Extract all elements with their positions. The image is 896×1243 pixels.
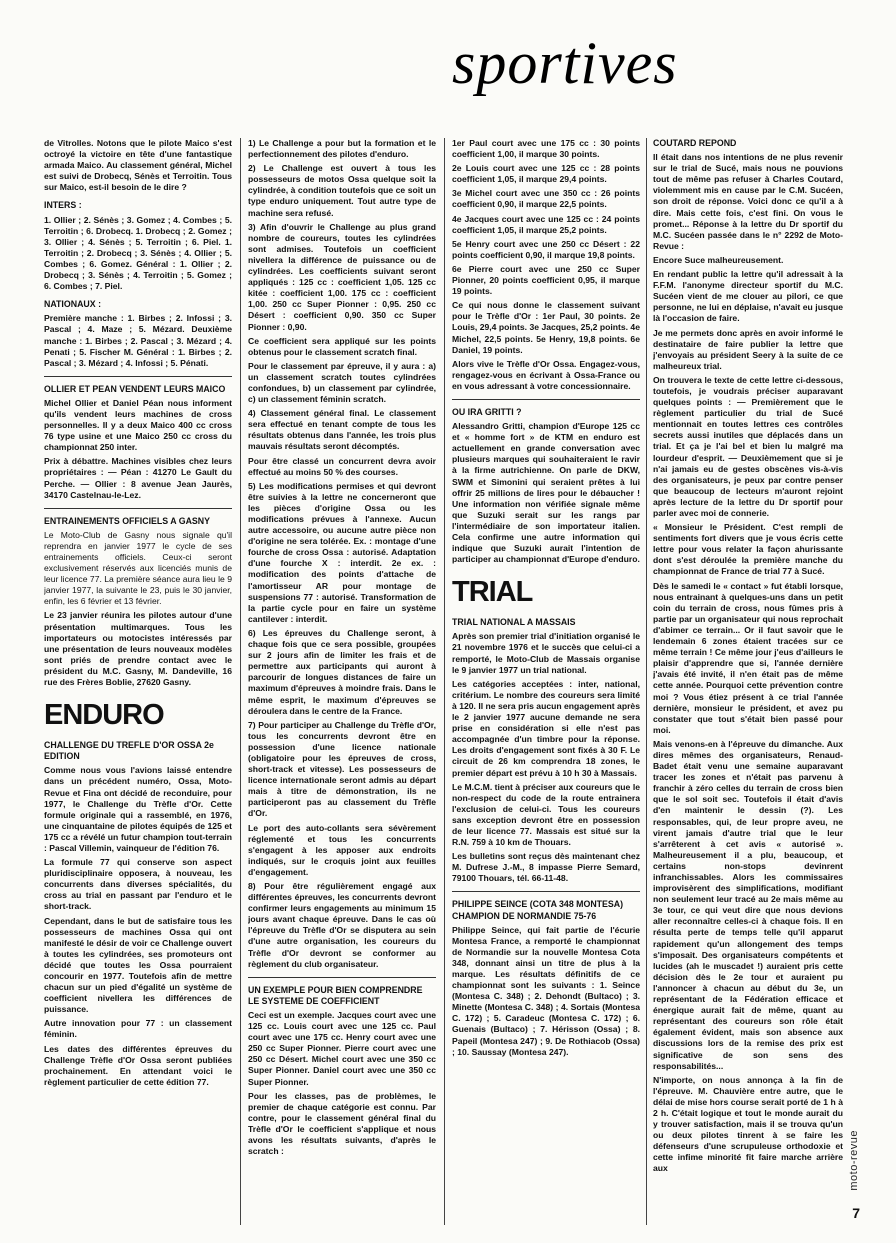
- ranking-entry: 5e Henry court avec une 250 cc Désert : 22 points coefficient 0,90, il marque 19,8 points.: [452, 238, 640, 260]
- article-column-1: [44, 138, 232, 1225]
- ranking-entry: 2e Louis court avec une 125 cc : 28 points coefficient 1,05, il marque 29,4 points.: [452, 163, 640, 185]
- heading-coutard: COUTARD REPOND: [653, 138, 737, 148]
- paragraph: Le Moto-Club de Gasny nous signale qu'il reprendra en janvier 1977 le cycle de ses entrainements officiels. Ceux-ci seront exclusivement réservés aux licenciés munis de leur licence 77. La première séance aura lieu le 9 janvier 1977, la suivante le 23, puis le 30 janvier, enfin, les 6 février et 13 février.: [44, 529, 232, 607]
- rule-paragraph: Le port des auto-collants sera sévèrement réglementé et tous les concurrents s'engagent à les apposer aux endroits indiqués, sur le croquis joint aux feuilles d'engagement.: [248, 822, 436, 877]
- paragraph: La formule 77 qui conserve son aspect pluridisciplinaire opposera, à nouveau, les concurrents dans diverses spécialités, du cross au trial en passant par l'enduro et le short-track.: [44, 857, 232, 912]
- page-number: 7: [852, 1205, 860, 1221]
- rule-paragraph: 2) Le Challenge est ouvert à tous les possesseurs de motos Ossa quelque soit la cylindrée, à condition toutefois que ce soit un type enduro uniquement. Tout autre type de machine sera refusé.: [248, 163, 436, 218]
- results-inters: 1. Ollier ; 2. Sénès ; 3. Gomez ; 4. Combes ; 5. Terroitin ; 6. Drobecq. 1. Drobecq ; 2. Gomez ; 3. Ollier ; 4. Sénès ; 5. Terroitin ; 6. Piel. 1. Terroitin ; 2. Drobecq ; 3. Sénès ; 4. Ollier ; 5. Combes ; 6. Gomez. Général : 1. Ollier ; 2. Drobecq ; 3. Sénès ; 4. Terroitin ; 5. Gomez ; 6. Combes ; 7. Piel.: [44, 214, 232, 292]
- rule-paragraph: 5) Les modifications permises et qui devront être suivies à la lettre ne concerneront que les pièces d'origine Ossa ou les modifications prévues à l'annexe. Aucun autre accessoire, ou aucune autre pièce non d'origine ne sera tolérée. Ex. : montage d'une fourche de cross Ossa : autorisé. Adaptation d'une fourche X : interdit. 2e ex. : modification des points d'attache de l'amortisseur AR pour montage de suspensions 77 : autorisé. Transformation de la partie cycle pour en faire un système cantilever : interdit.: [248, 480, 436, 624]
- paragraph: Alors vive le Trèfle d'Or Ossa. Engagez-vous, rengagez-vous en écrivant à Ossa-France ou en vous adressant à votre concessionnaire.: [452, 358, 640, 391]
- paragraph: Philippe Seince, qui fait partie de l'écurie Montesa France, a remporté le championnat de Normandie sur la nouvelle Montesa Cota 348, donnant ainsi un titre de plus à la marque. Les résultats définitifs de ce championnat sont les suivants : 1. Seince (Montesa C. 348) ; 2. Dehondt (Bultaco) ; 3. Minette (Montesa C. 348) ; 4. Sortais (Montesa C. 172) ; 5. Caradeuc (Montesa C. 172) ; 6. Guenais (Bultaco) ; 7. Hérisson (Ossa) ; 8. Papeil (Montesa 247) ; 9. De Rothiacob (Ossa) ; 10. Saussay (Montesa 247).: [452, 924, 640, 1057]
- paragraph: Le 23 janvier réunira les pilotes autour d'une présentation multimarques. Tous les importateurs ou motocistes intéressés par une présentation de leurs nouveaux modèles sont priés de prendre contact avec le président du M.C. Gasny, M. Dandeville, 16 rue des Frères Boblie, 27620 Gasny.: [44, 610, 232, 688]
- rule-paragraph: Pour le classement par épreuve, il y aura : a) un classement scratch toutes cylindrées confondues, b) un classement par cylindrée, c) un classement féminin scratch.: [248, 360, 436, 405]
- results-nationaux: Première manche : 1. Birbes ; 2. Infossi ; 3. Pascal ; 4. Maze ; 5. Mézard. Deuxième manche : 1. Birbes ; 2. Pascal ; 3. Mézard ; 4. Penati ; 5. Fischer M. Général : 1. Birbes ; 2. Pascal ; 3. Mézard ; 4. Infossi ; 5. Pénati.: [44, 313, 232, 368]
- paragraph: Autre innovation pour 77 : un classement féminin.: [44, 1018, 232, 1040]
- paragraph: Comme nous vous l'avions laissé entendre dans un précédent numéro, Ossa, Moto-Revue et Fina ont décidé de reconduire, pour 1977, le Challenge du Trèfle d'Or. Cette formule originale qui a rassemblé, en 1976, une cinquantaine de pilotes équipés de 125 et 175 cc a révélé un futur champion tout-terrain : Pascal Villemin, vainqueur de l'édition 76.: [44, 765, 232, 853]
- paragraph: Encore Suce malheureusement.: [653, 254, 784, 265]
- ranking-entry: 1er Paul court avec une 175 cc : 30 points coefficient 1,00, il marque 30 points.: [452, 138, 640, 160]
- column-rule: [646, 138, 647, 1225]
- rule-paragraph: Pour être classé un concurrent devra avoir effectué au moins 50 % des courses.: [248, 455, 436, 477]
- subheading-nationaux: NATIONAUX :: [44, 299, 102, 310]
- article-column-4: [653, 138, 843, 1225]
- paragraph: Mais venons-en à l'épreuve du dimanche. Aux dires mêmes des organisateurs, Renaud-Badet était venu une semaine auparavant tracer les zones et n'était pas parvenu à franchir à zéro celles du terrain de cross bien que le sol soit sec. Toutefois il était d'avis d'en maintenir le dessin (?). Les responsables, qui, de leur propre aveu, ne virent jamais d'autre trial que le leur s'arrêterent à cet avis « autorisé ». Malheureusement il a plu, beaucoup, et certains non-stops devinrent infranchissables. Alors les commissaires improvisèrent des simplifications, modifiant non seulement leur tracé au 2e mais même au 3e tour, ce qui veut dire que nous devions aller reconnaître celles-ci à chaque fois. Il en résulta perte de temps telle qu'il apparut rapidement qu'un allongement des temps s'imposait. Des organisateurs compétents et lucides (ah le muscadet !) auraient pris cette décision dès le 2e tour et auraient pu l'annoncer à chacun au début du 3e, un représentant de la Fédération efficace et énergique aurait fait de même, quant au représentant des coureurs son rôle était également évident, mais son absence aux discussions lors de la remise des prix est significative de son sens des responsabilités...: [653, 738, 843, 1071]
- column-rule: [444, 138, 445, 1225]
- paragraph: Les catégories acceptées : inter, national, critérium. Le nombre des coureurs sera limité à 120. Il ne sera pris aucun engagement après le 2 janvier 1977 aucune demande ne sera prise en considération si elle n'est pas accompagnée d'un timbre pour la réponse. Les droits d'engagement sont fixés à 30 F. Le circuit de 26 km comprendra 18 zones, le premier départ est prévu à 10 h 30 à Massais.: [452, 678, 640, 778]
- article-column-3: [452, 138, 640, 1225]
- divider: [248, 977, 436, 978]
- heading-ollier-pean: OLLIER ET PEAN VENDENT LEURS MAICO: [44, 383, 226, 394]
- rule-paragraph: 3) Afin d'ouvrir le Challenge au plus grand nombre de coureurs, toutes les cylindrées sont admises. Toutefois un coefficient nivellera la différence de puissance ou de cylindrées. Les coefficients suivant seront appliqués : 125 cc : coefficient 1,05. 125 cc kitée : coefficient 1,00. 175 cc : coefficient 1,00. 250 cc Super Pionner : 0,95. 250 cc Désert : coefficient 0,90. 350 cc Super Pionner : 0,90.: [248, 221, 436, 332]
- paragraph: Je me permets donc après en avoir informé le destinataire de faire publier la lettre que j'envoyais au président Seery à la suite de ce malheureux trial.: [653, 327, 843, 371]
- paragraph: Après son premier trial d'initiation organisé le 21 novembre 1976 et le succès que celui-ci a remporté, le Moto-Club de Massais organise le 9 janvier 1977 un trial national.: [452, 631, 640, 675]
- paragraph: Pour les classes, pas de problèmes, le premier de chaque catégorie est connu. Par contre, pour le classement général final du Trèfle d'Or le coefficient s'applique et nous avons les résultats suivants, d'après le scratch :: [248, 1090, 436, 1157]
- column-rule: [240, 138, 241, 1225]
- paragraph: Ceci est un exemple. Jacques court avec une 125 cc. Louis court avec une 125 cc. Paul court avec une 175 cc. Henry court avec une 250 cc Super Pionner. Pierre court avec une 250 cc Désert. Michel court avec une 350 cc Super Pionner. Daniel court avec une 350 cc Super Pionner.: [248, 1009, 436, 1087]
- rule-paragraph: 4) Classement général final. Le classement sera effectué en tenant compte de tous les résultats obtenus dans l'année, les trois plus mauvais résultats seront décomptés.: [248, 408, 436, 452]
- paragraph: Les dates des différentes épreuves du Challenge Trèfle d'Or Ossa seront publiées prochainement. En attendant voici le règlement particulier de cette édition 77.: [44, 1043, 232, 1087]
- paragraph: Dès le samedi le « contact » fut établi lorsque, nous entrainant à quelques-uns dans un petit coin du terrain de cross, nous fûmes pris à partie par un organisateur qui nous reprochait d'abimer ce terrain... Or il faut savoir que le lendemain 6 zones étaient tracées sur ce même terrain ! Ce même jour j'eus d'ailleurs le plaisir d'apprendre que si, l'année dernière j'avais été invité, il n'en était pas de même cette année. Pourquoi cette prévention contre moi ? Vous étiez présent à ce trial l'année dernière, monsieur le président, et avez pu constater que tout s'était bien passé pour moi.: [653, 580, 843, 735]
- paragraph: N'importe, on nous annonça à la fin de l'épreuve. M. Chauvière entre autre, que le délai de mise hors course serait porté de 1 h à 2 h. C'était logique et tout le monde aurait du y trouver satisfaction, mais il se trouva qu'un ou deux pilotes tinrent à se faire les défenseurs d'une scrupuleuse orthodoxie et cette infime minorité fit faire marche arrière aux: [653, 1074, 843, 1174]
- ranking-entry: 4e Jacques court avec une 125 cc : 24 points coefficient 1,05, il marque 25,2 points.: [452, 213, 640, 235]
- rule-paragraph: 6) Les épreuves du Challenge seront, à chaque fois que ce sera possible, groupées sur 2 jours afin de limiter les frais et de permettre aux participants qui auront à parcourir de longues distances de faire un maximum d'épreuves à moindre frais. Dans le même esprit, le maximum d'épreuves se déroulera dans le centre de la France.: [248, 627, 436, 716]
- divider: [452, 399, 640, 400]
- divider: [44, 508, 232, 509]
- paragraph: Cependant, dans le but de satisfaire tous les possesseurs de machines Ossa qui ont manifesté le désir de voir ce Challenge ouvert à toutes les cylindrées, ses promoteurs ont décidé que toutes les Ossa pourraient concourir en 1977. Toutefois afin de mettre chacun sur un pied d'égalité un système de coefficient nivellera les différences de puissance.: [44, 915, 232, 1015]
- paragraph: de Vitrolles. Notons que le pilote Maico s'est octroyé la victoire en tête d'une fantastique armada Maico. Au classement général, Michel est suivi de Drobecq, Sénès et Terroitin. Tous sur Maico, est-il besoin de le dire ?: [44, 138, 232, 193]
- rule-paragraph: 8) Pour être régulièrement engagé aux différentes épreuves, les concurrents devront confirmer leurs engagements au minimum 15 jours avant chaque épreuve. Dans le cas où l'épreuve du Trèfle d'Or se disputera au sein d'une autre organisation, les coureurs du Trèfle d'Or devront se conformer au règlement du club organisateur.: [248, 881, 436, 969]
- paragraph: « Monsieur le Président. C'est rempli de sentiments fort divers que je vous écris cette lettre pour vous relater la façon ahurissante dont s'est déroulée la première manche du championnat de France de trial 77 à Sucé.: [653, 522, 843, 577]
- heading-seince: PHILIPPE SEINCE (COTA 348 MONTESA) CHAMPION DE NORMANDIE 75-76: [452, 899, 624, 921]
- paragraph: Le M.C.M. tient à préciser aux coureurs que le non-respect du code de la route entrainera l'exclusion de celui-ci. Tous les coureurs sans exception devront être en possession de leur licence 77. Massais est situé sur la R.N. 759 à 10 km de Thouars.: [452, 781, 640, 848]
- subheading-inters: INTERS :: [44, 200, 82, 211]
- paragraph: Alessandro Gritti, champion d'Europe 125 cc et « homme fort » de KTM en enduro est actuellement en grande conversation avec plusieurs marques qui souhaiteraient le ravir à la firme autrichienne. On parle de DKW, SWM et Simonini qui seraient prêtes à lui offrir 25 millions de lires pour le débaucher ! Une information non vérifiée signale même que Suzuki serait sur les rangs par l'intermédiaire de son importateur italien. Cela confirme une autre information qui indique que Suzuki aurait l'intention de participer au championnat d'Europe d'enduro.: [452, 421, 640, 565]
- heading-challenge-trefle: CHALLENGE DU TREFLE D'OR OSSA 2e EDITION: [44, 740, 214, 762]
- ranking-entry: 6e Pierre court avec une 250 cc Super Pionner, 20 points coefficient 0,95, il marque 19 points.: [452, 263, 640, 297]
- paragraph: Les bulletins sont reçus dès maintenant chez M. Dufrese J.-M., 8 impasse Pierre Semard, 79100 Thouars, tél. 66-11-48.: [452, 851, 640, 884]
- paragraph: Il était dans nos intentions de ne plus revenir sur le trial de Sucé, mais nous ne pouvions tout de même pas refuser à Charles Coutard, violemment mis en cause par le C.M. Sucéen, son droit de réponse. Voici donc ce qu'il a à dire. Mais cette fois, c'est fini. On vous le promet... Réponse à la lettre du Dr sportif du M.C. Sucéen passée dans le n° 2292 de Moto-Revue :: [653, 152, 843, 251]
- rule-paragraph: Ce coefficient sera appliqué sur les points obtenus pour le classement scratch final.: [248, 335, 436, 357]
- divider: [44, 376, 232, 377]
- section-heading-enduro: ENDURO: [44, 699, 164, 732]
- divider: [452, 891, 640, 892]
- rule-paragraph: 1) Le Challenge a pour but la formation et le perfectionnement des pilotes d'enduro.: [248, 138, 436, 160]
- paragraph: Michel Ollier et Daniel Péan nous informent qu'ils vendent leurs machines de cross personnelles. Il y a deux Maico 400 cc cross 76 type usine et une Maico 250 cc cross du championnat 250 inter.: [44, 397, 232, 453]
- magazine-brand: moto-revue: [848, 1130, 860, 1191]
- ranking-summary: Ce qui nous donne le classement suivant pour le Trèfle d'Or : 1er Paul, 30 points. 2e Louis, 29,4 points. 3e Jacques, 25,2 points. 4e Michel, 22,5 points. 5e Henry, 19,8 points. 6e Daniel, 19 points.: [452, 300, 640, 355]
- rule-paragraph: 7) Pour participer au Challenge du Trèfle d'Or, tous les concurrents devront être en possession d'une licence nationale (obligatoire pour les épreuves de cross, short-track et vitesse). Les possesseurs de licence internationale seront admis au départ mais à titre de démonstration, ils ne participeront pas au classement du Trèfle d'Or.: [248, 719, 436, 819]
- heading-trial-massais: TRIAL NATIONAL A MASSAIS: [452, 617, 576, 628]
- article-column-2: [248, 138, 436, 1225]
- ranking-entry: 3e Michel court avec une 350 cc : 26 points coefficient 0,90, il marque 22,5 points.: [452, 188, 640, 210]
- section-heading-trial: TRIAL: [452, 576, 533, 609]
- heading-gasny: ENTRAINEMENTS OFFICIELS A GASNY: [44, 515, 211, 526]
- heading-gritti: OU IRA GRITTI ?: [452, 406, 522, 417]
- paragraph: Prix à débattre. Machines visibles chez leurs propriétaires : — Péan : 41270 Le Gault du Perche. — Ollier : 8 avenue Jean Jaurès, 34170 Castelnau-le-Lez.: [44, 456, 232, 500]
- paragraph: On trouvera le texte de cette lettre ci-dessous, toutefois, je voudrais préciser auparavant quelques points : — Premièrement que le règlement particulier du trial de Sucé mentionnait en toutes lettres ces contrôles secrets aussi inutiles que déplacés dans un trial. Et ça je l'ai bel et bien lu malgré ma lourdeur d'esprit. — Deuxièmement que si je n'ai jamais eu de gestes obscènes vis-à-vis des organisateurs, je peux par contre penser que beaucoup de lecteurs m'auront rejoint après lecture de la lettre du Dr sportif pour parler avec moi de connerie.: [653, 374, 843, 518]
- heading-exemple-coefficient: UN EXEMPLE POUR BIEN COMPRENDRE LE SYSTEME DE COEFFICIENT: [248, 984, 423, 1006]
- paragraph: En rendant public la lettre qu'il adressait à la F.F.M. l'anonyme directeur sportif du M.C. Sucéen vient de me clouer au pilori, ce que personne, ne lui en déplaise, n'avait eu jusque là l'occasion de faire.: [653, 269, 843, 324]
- section-title: sportives: [452, 30, 678, 96]
